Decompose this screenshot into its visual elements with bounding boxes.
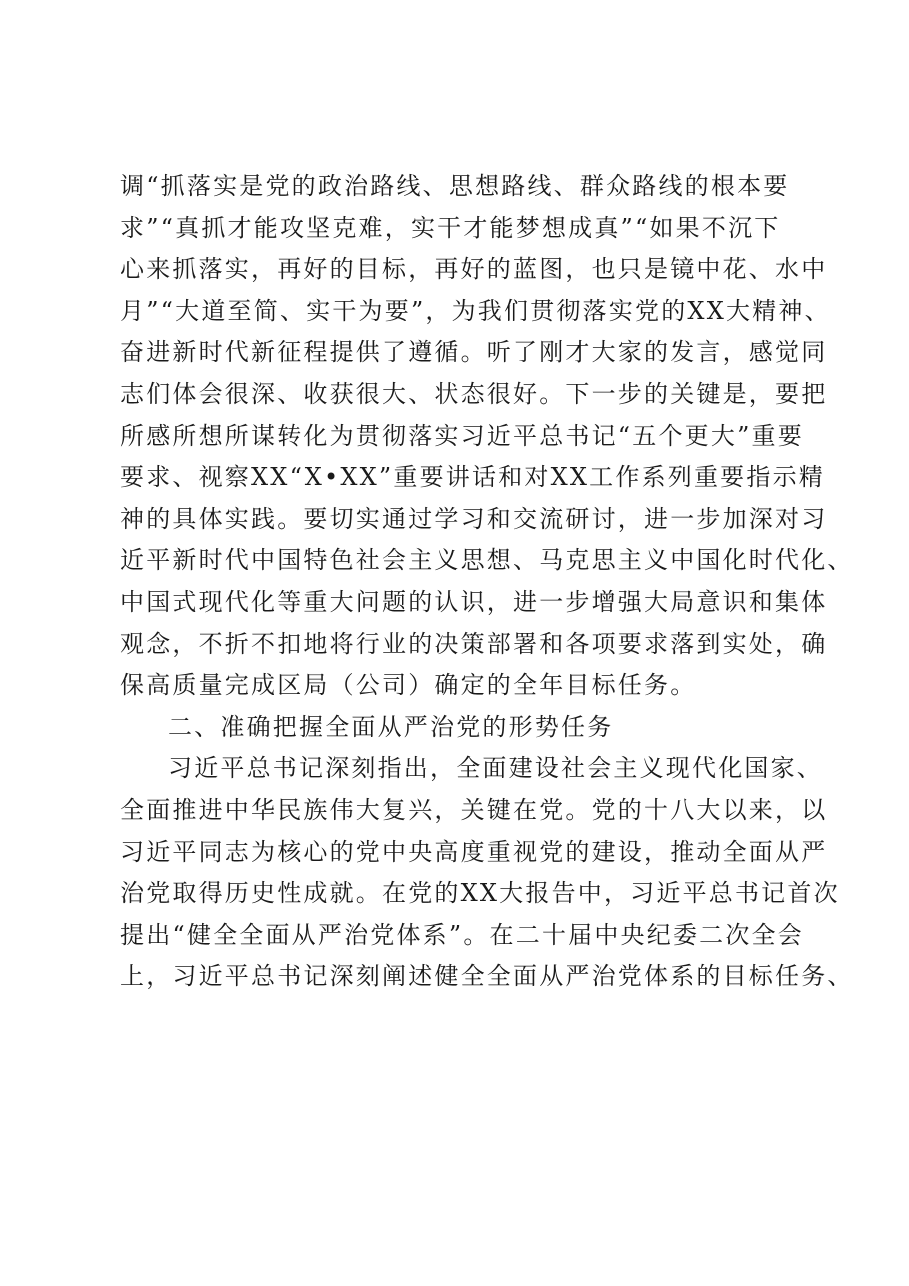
paragraph-line: 治党取得历史性成就。在党的XX大报告中，习近平总书记首次: [120, 879, 840, 908]
paragraph-line: 要求、视察XX“X•XX”重要讲话和对XX工作系列重要指示精: [120, 463, 825, 492]
paragraph-first-line: 习近平总书记深刻指出，全面建设社会主义现代化国家、: [168, 754, 823, 783]
paragraph-line: 奋进新时代新征程提供了遵循。听了刚才大家的发言，感觉同: [120, 338, 828, 367]
paragraph-line: 心来抓落实，再好的目标，再好的蓝图，也只是镜中花、水中: [120, 255, 828, 284]
paragraph-line: 上，习近平总书记深刻阐述健全全面从严治党体系的目标任务、: [120, 962, 854, 991]
paragraph-line: 中国式现代化等重大问题的认识，进一步增强大局意识和集体: [120, 587, 828, 616]
paragraph-line: 月”“大道至简、实干为要”，为我们贯彻落实党的XX大精神、: [120, 296, 831, 325]
paragraph-line: 调“抓落实是党的政治路线、思想路线、群众路线的根本要: [120, 172, 790, 200]
section-heading: 二、准确把握全面从严治党的形势任务: [168, 712, 614, 741]
paragraph-line: 所感所想所谋转化为贯彻落实习近平总书记“五个更大”重要: [120, 421, 804, 450]
document-body: [120, 166, 854, 998]
paragraph-line: 全面推进中华民族伟大复兴，关键在党。党的十八大以来，以: [120, 795, 828, 824]
paragraph-line: 神的具体实践。要切实通过学习和交流研讨，进一步加深对习: [120, 504, 828, 533]
paragraph-line: 求”“真抓才能攻坚克难，实干才能梦想成真”“如果不沉下: [120, 213, 781, 242]
paragraph-line: 提出“健全全面从严治党体系”。在二十届中央纪委二次全会: [120, 920, 804, 949]
paragraph-line: 近平新时代中国特色社会主义思想、马克思主义中国化时代化、: [120, 546, 854, 575]
paragraph-line: 志们体会很深、收获很大、状态很好。下一步的关键是，要把: [120, 379, 828, 408]
paragraph-line: 保高质量完成区局（公司）确定的全年目标任务。: [120, 671, 697, 700]
paragraph-line: 习近平同志为核心的党中央高度重视党的建设，推动全面从严: [120, 837, 828, 866]
paragraph-line: 观念，不折不扣地将行业的决策部署和各项要求落到实处，确: [120, 629, 828, 658]
